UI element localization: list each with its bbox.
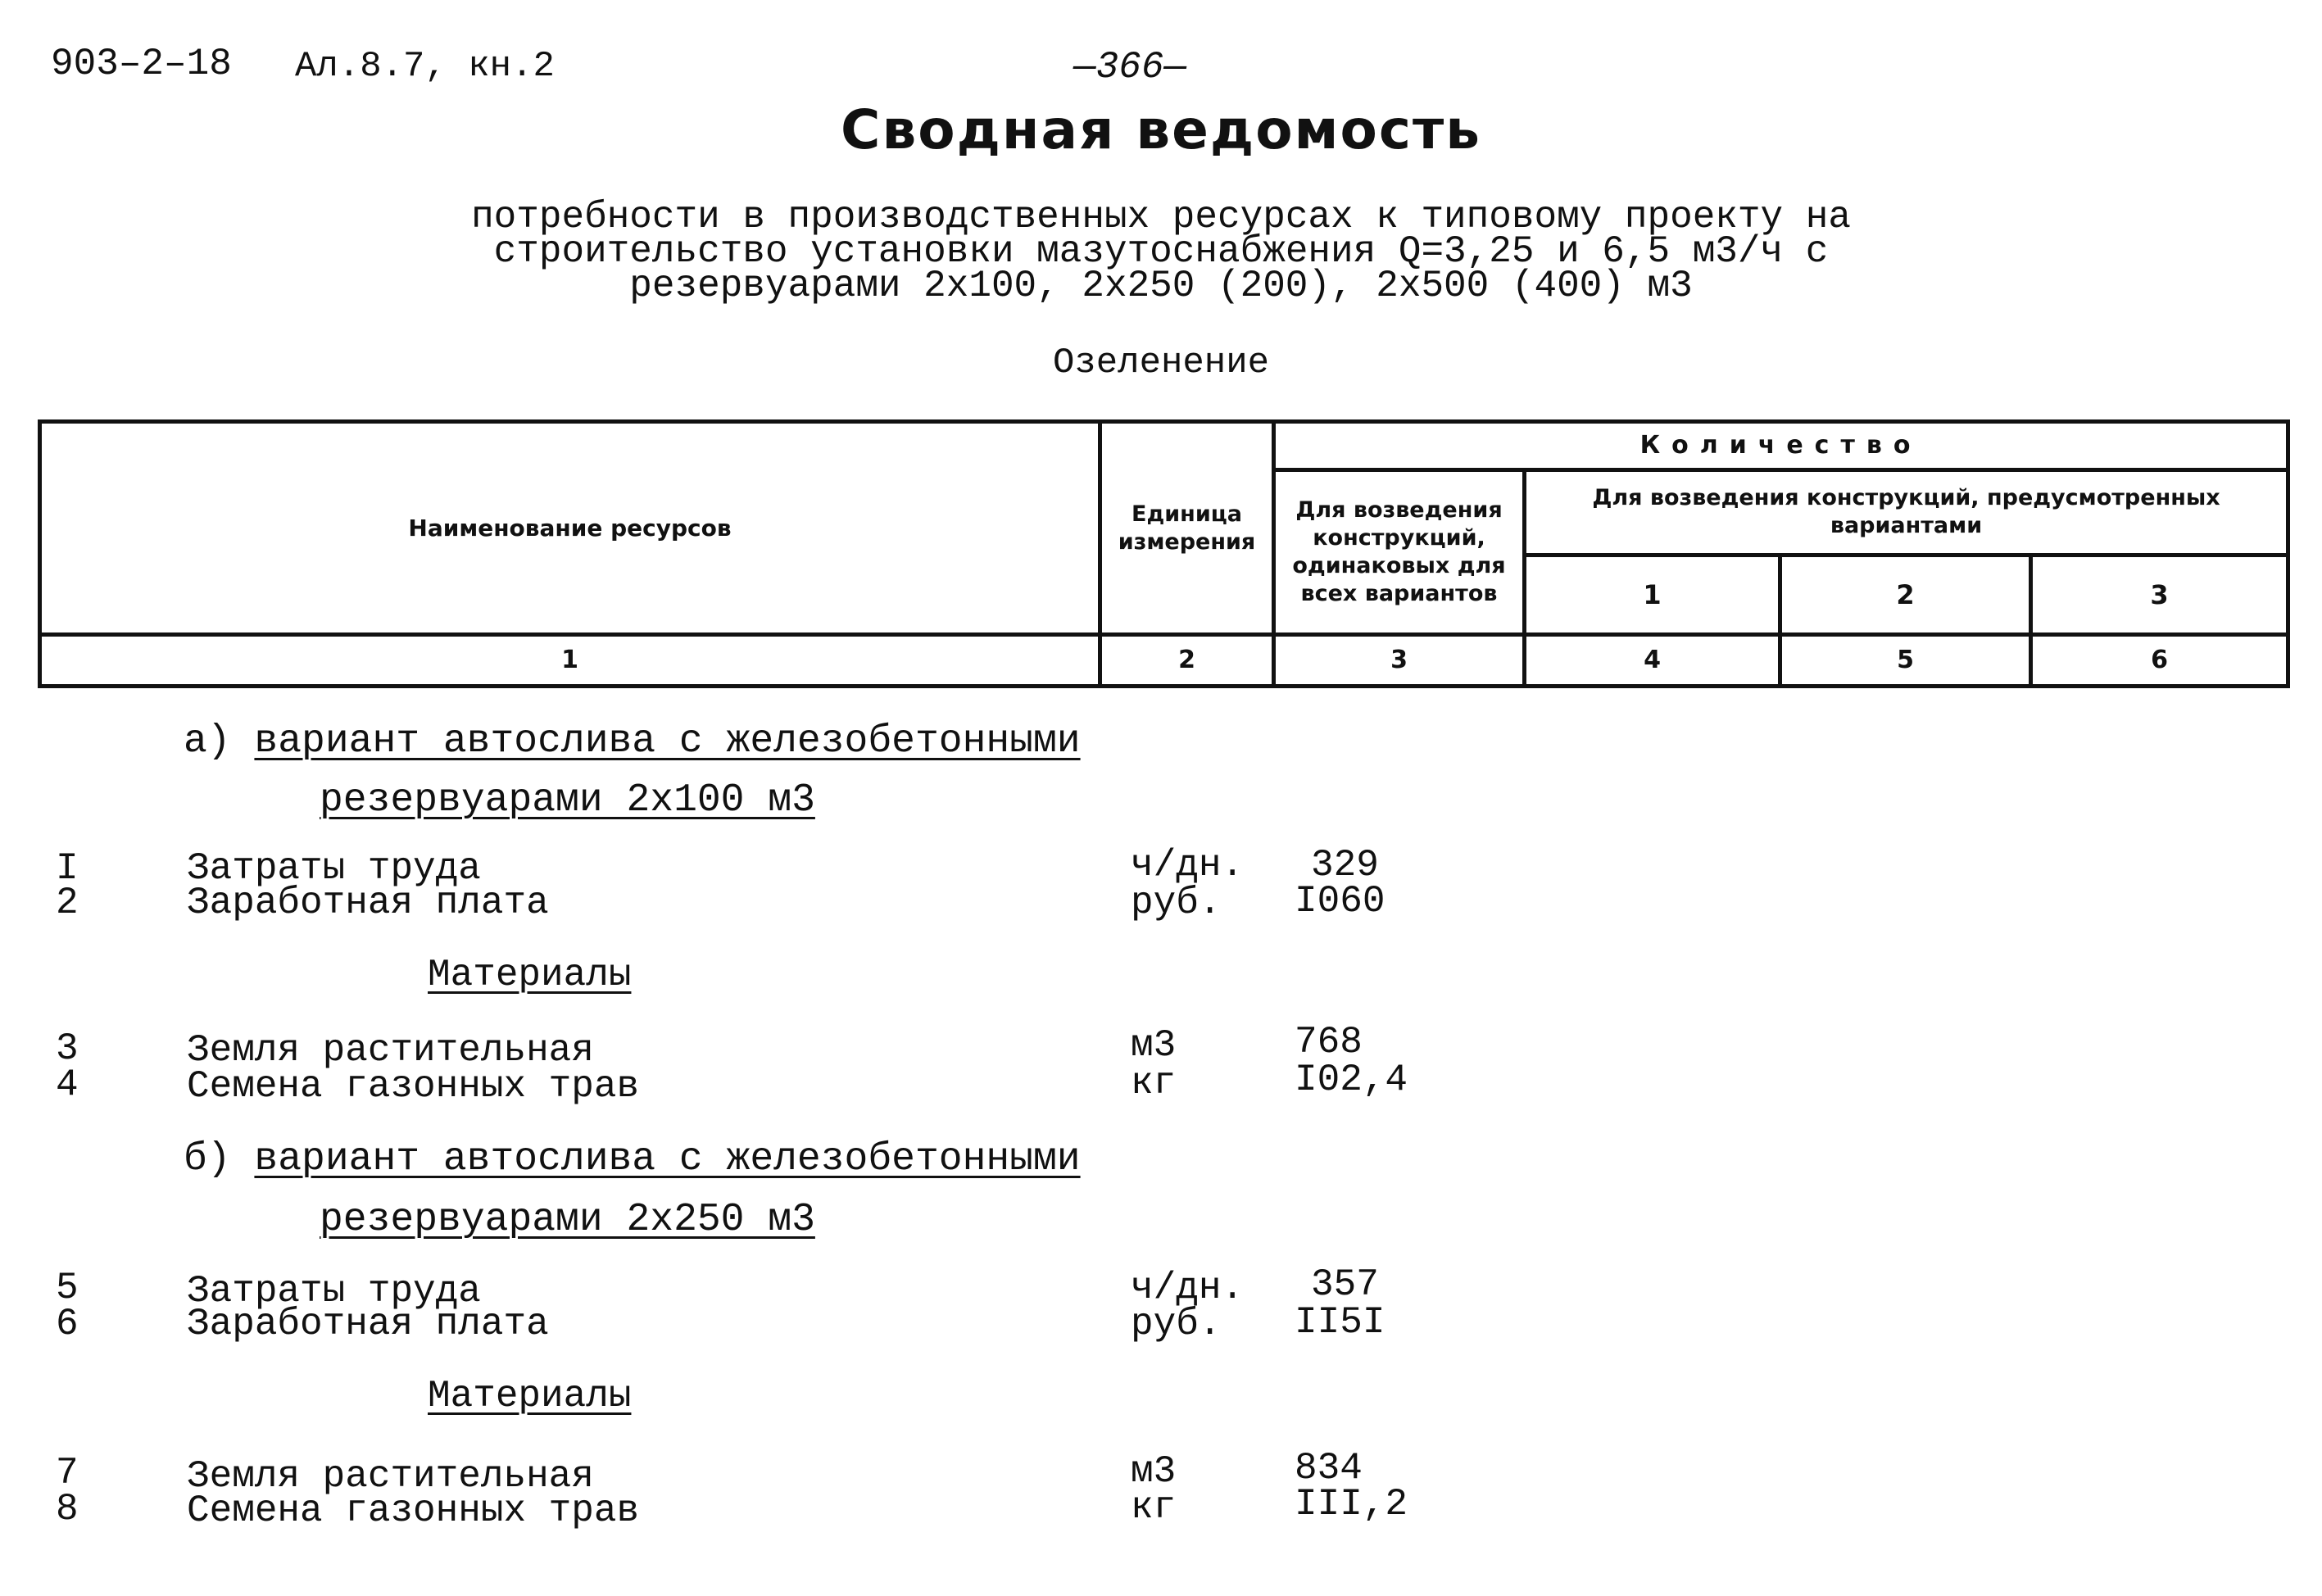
row-number: I	[56, 847, 79, 890]
column-number-4: 4	[1525, 635, 1780, 687]
row-name: Затраты труда	[187, 847, 481, 890]
header-resource-name: Наименование ресурсов	[40, 422, 1100, 635]
row-unit: кг	[1131, 1486, 1177, 1529]
header-unit: Единица измерения	[1100, 422, 1274, 635]
document-number: 903–2–18	[51, 43, 232, 85]
row-number: 5	[56, 1267, 79, 1309]
header-same-for-all: Для возведения конструкций, одинаковых для всех вариантов	[1274, 469, 1525, 634]
row-unit: ч/дн.	[1131, 1267, 1245, 1309]
resource-table-header	[38, 419, 2290, 688]
variant-b-heading	[184, 1137, 1081, 1181]
materials-label: Материалы	[428, 1375, 632, 1417]
row-number: 3	[56, 1027, 79, 1070]
row-name: Заработная плата	[187, 882, 549, 924]
variant-a-line-1: вариант автослива с железобетонными	[254, 719, 1081, 764]
header-quantity: Количество	[1274, 422, 2288, 470]
subtitle-line-3: резервуарами 2х100, 2х250 (200), 2х500 (400) м3	[629, 265, 1693, 307]
row-unit: руб.	[1131, 882, 1222, 924]
document-reference: Ал.8.7, кн.2	[295, 46, 555, 87]
column-number-6: 6	[2031, 635, 2288, 687]
row-name: Семена газонных трав	[187, 1065, 640, 1108]
row-value: I060	[1295, 880, 1385, 923]
section-title: Озеленение	[1052, 342, 1270, 383]
row-name: Заработная плата	[187, 1303, 549, 1345]
header-variant-1: 1	[1525, 555, 1780, 635]
row-value: 768	[1295, 1021, 1363, 1063]
row-name: Земля растительная	[187, 1029, 594, 1072]
materials-label: Материалы	[428, 954, 632, 996]
subtitle-line-2: строительство установки мазутоснабжения Q=3,25 и 6,5 м3/ч с	[493, 230, 1829, 273]
row-name: Затраты труда	[187, 1270, 481, 1313]
row-number: 8	[56, 1488, 79, 1530]
row-name: Семена газонных трав	[187, 1489, 640, 1532]
header-by-variants: Для возведения конструкций, предусмотренных вариантами	[1525, 469, 2288, 555]
column-number-3: 3	[1274, 635, 1525, 687]
row-value: II5I	[1295, 1301, 1385, 1344]
variant-a-line-2: резервуарами 2х100 м3	[320, 778, 815, 823]
header-variant-2: 2	[1780, 555, 2031, 635]
row-value: 329	[1311, 844, 1379, 886]
row-value: III,2	[1295, 1483, 1408, 1526]
row-unit: м3	[1131, 1450, 1177, 1493]
row-number: 4	[56, 1063, 79, 1106]
page-title: Сводная ведомость	[841, 98, 1481, 161]
row-unit: м3	[1131, 1024, 1177, 1067]
row-value: 834	[1295, 1447, 1363, 1489]
row-unit: кг	[1131, 1062, 1177, 1104]
row-name: Земля растительная	[187, 1455, 594, 1498]
page-number: —366—	[1073, 46, 1187, 88]
row-number: 7	[56, 1452, 79, 1494]
column-number-1: 1	[40, 635, 1100, 687]
row-number: 2	[56, 882, 79, 924]
subtitle-line-1: потребности в производственных ресурсах к типовому проекту на	[471, 196, 1851, 238]
row-value: I02,4	[1295, 1059, 1408, 1101]
row-unit: ч/дн.	[1131, 844, 1245, 886]
column-number-2: 2	[1100, 635, 1274, 687]
row-value: 357	[1311, 1263, 1379, 1306]
row-number: 6	[56, 1303, 79, 1345]
header-variant-3: 3	[2031, 555, 2288, 635]
column-number-5: 5	[1780, 635, 2031, 687]
row-unit: руб.	[1131, 1303, 1222, 1345]
variant-b-prefix: б)	[184, 1137, 231, 1181]
variant-b-line-1: вариант автослива с железобетонными	[254, 1137, 1081, 1181]
variant-a-prefix: а)	[184, 719, 231, 764]
variant-b-line-2: резервуарами 2х250 м3	[320, 1198, 815, 1242]
variant-a-heading	[184, 719, 1081, 764]
